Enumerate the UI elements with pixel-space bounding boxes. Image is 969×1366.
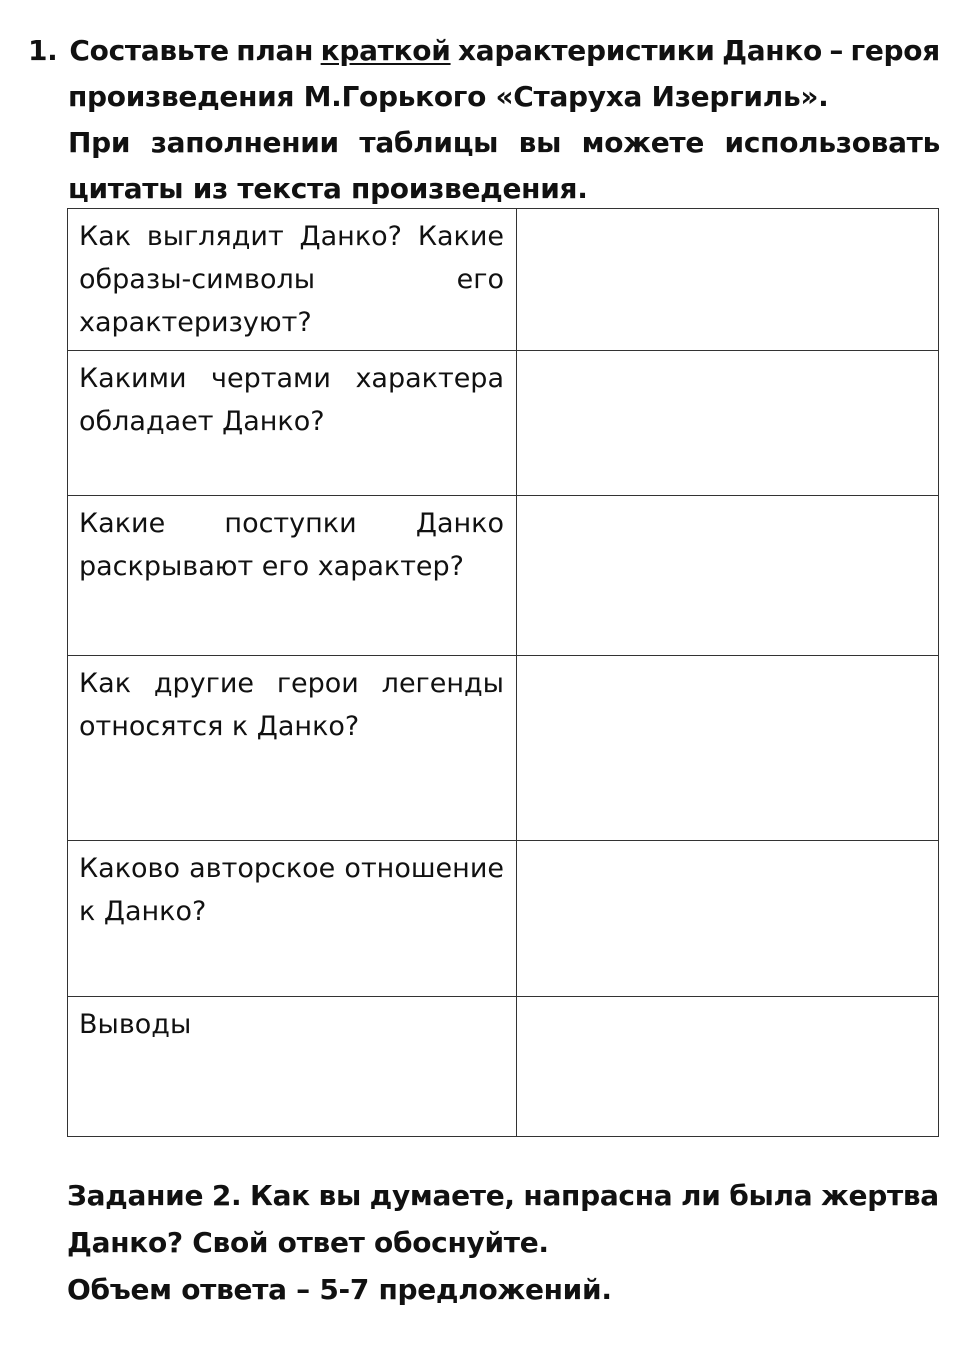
answer-cell[interactable] xyxy=(517,351,939,496)
table-row xyxy=(68,656,939,841)
task-2-line-2: Данко? Свой ответ обоснуйте. xyxy=(67,1226,549,1259)
task-1-word: можете xyxy=(581,126,705,159)
table-row xyxy=(68,209,939,351)
question-cell: Каково авторское отношение к Данко? xyxy=(68,841,517,997)
question-cell: Выводы xyxy=(68,997,517,1137)
task-2-word: Задание xyxy=(67,1179,204,1212)
task-2-word: жертва xyxy=(820,1179,939,1212)
task-1-word: Данко xyxy=(722,34,822,67)
task-1-line-1 xyxy=(28,28,940,74)
task-1-word: вы xyxy=(518,126,562,159)
question-cell: Какими чертами характера обладает Данко? xyxy=(68,351,517,496)
question-cell: Как другие герои легенды относятся к Данко? xyxy=(68,656,517,841)
task-1-line-2: произведения М.Горького «Старуха Изергиль». xyxy=(68,80,829,113)
task-1-line-3 xyxy=(28,120,940,166)
table-row xyxy=(68,841,939,997)
task-1-word: план xyxy=(236,34,314,67)
task-1-word: характеристики xyxy=(457,34,715,67)
table-row xyxy=(68,496,939,656)
task-2-word: напрасна xyxy=(523,1179,673,1212)
question-cell: Какие поступки Данко раскрывают его характер? xyxy=(68,496,517,656)
task-2-word: Как xyxy=(250,1179,310,1212)
answer-cell[interactable] xyxy=(517,997,939,1137)
task-2-word: вы xyxy=(318,1179,361,1212)
answer-cell[interactable] xyxy=(517,496,939,656)
task-1-word: героя xyxy=(850,34,940,67)
task-2-line-1 xyxy=(67,1172,939,1219)
task-2 xyxy=(67,1172,939,1313)
task-1-word-underlined: краткой xyxy=(320,34,451,67)
answer-cell[interactable] xyxy=(517,841,939,997)
task-1 xyxy=(28,28,940,212)
answer-cell[interactable] xyxy=(517,209,939,351)
task-2-word: была xyxy=(729,1179,813,1212)
task-2-word: ли xyxy=(681,1179,721,1212)
task-1-word: – xyxy=(829,34,844,67)
task-2-word: думаете, xyxy=(369,1179,515,1212)
answer-cell[interactable] xyxy=(517,656,939,841)
task-1-number: 1. xyxy=(28,34,58,67)
table-row xyxy=(68,997,939,1137)
task-2-word: 2. xyxy=(211,1179,242,1212)
question-cell: Как выглядит Данко? Какие образы-символы его характеризуют? xyxy=(68,209,517,351)
task-1-line-4: цитаты из текста произведения. xyxy=(68,172,588,205)
task-1-word: использовать xyxy=(724,126,940,159)
characteristic-table xyxy=(67,208,939,1137)
task-1-word: таблицы xyxy=(359,126,499,159)
task-1-word: При xyxy=(68,126,131,159)
task-1-word: Составьте xyxy=(69,34,229,67)
task-2-line-3: Объем ответа – 5-7 предложений. xyxy=(67,1273,612,1306)
task-1-word: заполнении xyxy=(150,126,339,159)
table-row xyxy=(68,351,939,496)
